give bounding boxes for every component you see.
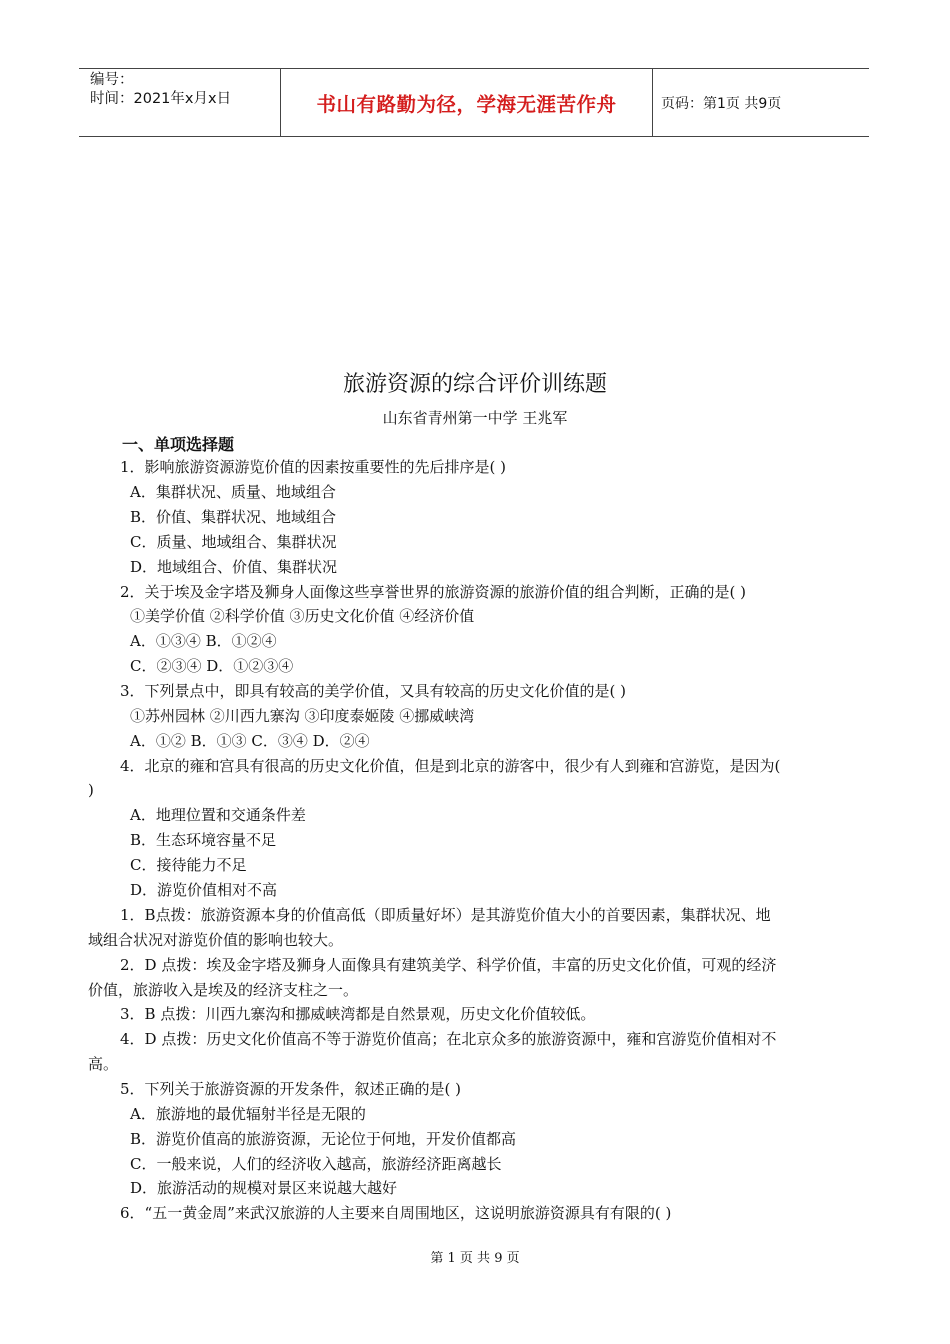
option-1a: A．集群状况、质量、地域组合 (130, 483, 336, 501)
header-code: 编号： (90, 72, 134, 88)
question-4-cont: ) (88, 781, 94, 799)
header-time: 时间：2021年x月x日 (90, 91, 232, 107)
question-2: 2．关于埃及金字塔及狮身人面像这些享誉世界的旅游资源的旅游价值的组合判断，正确的是( ) (120, 583, 747, 601)
document-title: 旅游资源的综合评价训练题 (342, 372, 607, 397)
option-3: A．①② B．①③ C．③④ D．②④ (130, 732, 370, 750)
section-heading: 一、单项选择题 (122, 435, 235, 454)
option-2cd: C．②③④ D．①②③④ (130, 657, 294, 675)
document-author: 山东省青州第一中学 王兆军 (382, 409, 568, 427)
option-5a: A．旅游地的最优辐射半径是无限的 (130, 1105, 366, 1123)
option-4c: C．接待能力不足 (130, 856, 247, 874)
option-1b: B．价值、集群状况、地域组合 (130, 508, 337, 526)
option-5d: D．旅游活动的规模对景区来说越大越好 (130, 1179, 398, 1197)
question-5: 5．下列关于旅游资源的开发条件，叙述正确的是( ) (120, 1080, 462, 1098)
option-5b: B．游览价值高的旅游资源，无论位于何地，开发价值都高 (130, 1130, 517, 1148)
header-page-info: 页码：第1页 共9页 (661, 95, 782, 112)
question-4: 4．北京的雍和宫具有很高的历史文化价值，但是到北京的游客中，很少有人到雍和宫游览，是因为( (120, 757, 781, 775)
answer-4: 4．D 点拨：历史文化价值高不等于游览价值高；在北京众多的旅游资源中，雍和宫游览价值相对不 (120, 1030, 777, 1048)
answer-1-cont: 域组合状况对游览价值的影响也较大。 (88, 931, 344, 949)
header-motto: 书山有路勤为径，学海无涯苦作舟 (281, 69, 653, 136)
question-2-items: ①美学价值 ②科学价值 ③历史文化价值 ④经济价值 (130, 607, 475, 625)
option-4b: B．生态环境容量不足 (130, 831, 277, 849)
option-5c: C．一般来说，人们的经济收入越高，旅游经济距离越长 (130, 1155, 502, 1173)
page-footer: 第 1 页 共 9 页 (430, 1251, 520, 1266)
answer-3: 3．B 点拨：川西九寨沟和挪威峡湾都是自然景观，历史文化价值较低。 (120, 1005, 596, 1023)
question-1: 1．影响旅游资源游览价值的因素按重要性的先后排序是( ) (120, 458, 507, 476)
option-4d: D．游览价值相对不高 (130, 881, 278, 899)
answer-2-cont: 价值，旅游收入是埃及的经济支柱之一。 (88, 981, 359, 999)
page-header (79, 68, 869, 137)
answer-2: 2．D 点拨：埃及金字塔及狮身人面像具有建筑美学、科学价值，丰富的历史文化价值，可观的经济 (120, 956, 777, 974)
question-6: 6．“五一黄金周”来武汉旅游的人主要来自周围地区，这说明旅游资源具有有限的( ) (120, 1204, 672, 1222)
option-4a: A．地理位置和交通条件差 (130, 806, 306, 824)
header-meta (79, 69, 281, 136)
answer-4-cont: 高。 (88, 1055, 119, 1073)
answer-1: 1．B点拨：旅游资源本身的价值高低（即质量好坏）是其游览价值大小的首要因素，集群状况、地 (120, 906, 771, 924)
question-3: 3．下列景点中，即具有较高的美学价值，又具有较高的历史文化价值的是( ) (120, 682, 627, 700)
question-3-items: ①苏州园林 ②川西九寨沟 ③印度泰姬陵 ④挪威峡湾 (130, 707, 475, 725)
option-1d: D．地域组合、价值、集群状况 (130, 558, 338, 576)
option-2ab: A．①③④ B．①②④ (130, 632, 277, 650)
option-1c: C．质量、地域组合、集群状况 (130, 533, 337, 551)
